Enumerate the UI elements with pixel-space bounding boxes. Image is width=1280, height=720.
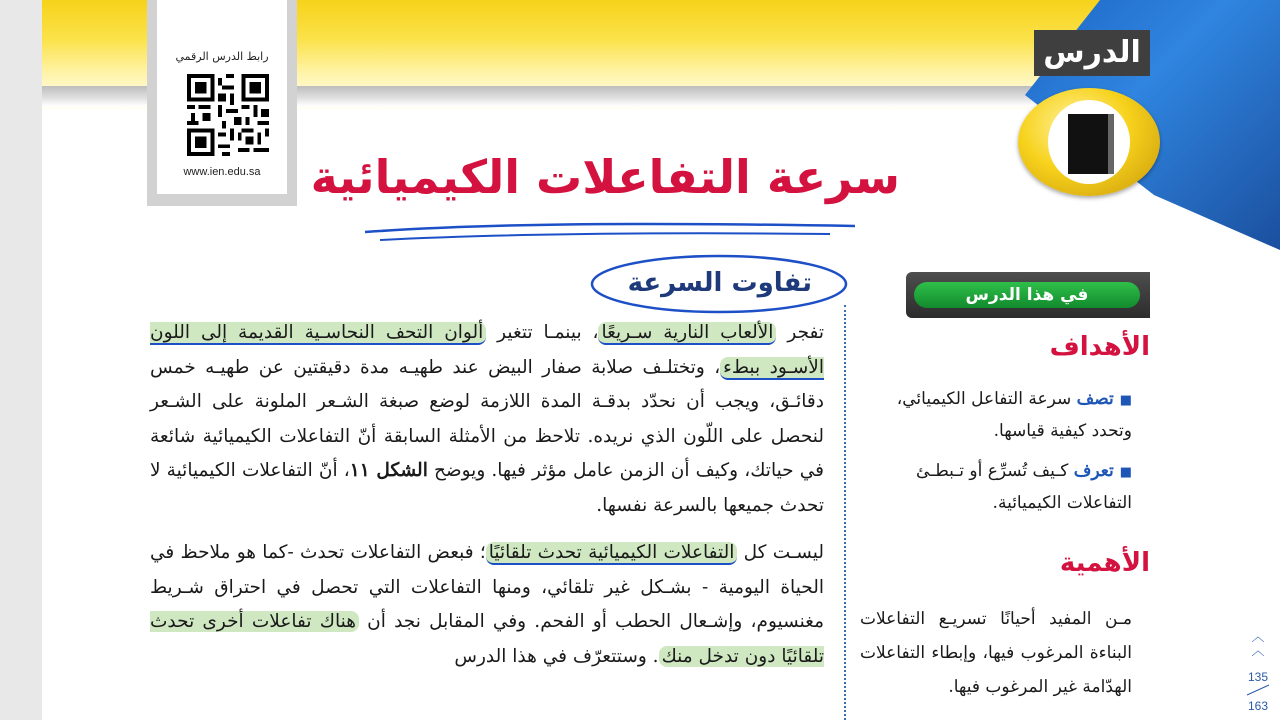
lesson-number-glyph (1068, 114, 1114, 174)
lesson-number-badge (1018, 88, 1160, 196)
objective-verb: تعرف (1073, 461, 1114, 481)
objective-verb: تصف (1076, 389, 1114, 409)
page-indicator (1238, 630, 1278, 713)
figure-reference: الشكل ١١ (349, 460, 428, 481)
objective-text: كـيف تُسرِّع أو تـبطـئ التفاعلات الكيميائية. (916, 461, 1132, 513)
text-run: تفجر (776, 322, 825, 343)
current-page: 135 (1247, 670, 1269, 684)
highlighted-text: التفاعلات الكيميائية تحدث تلقائيًا (486, 542, 738, 565)
in-this-lesson-banner (906, 272, 1150, 318)
column-divider (844, 305, 846, 720)
text-run: ، وتختلـف صلابة صفار البيض عند طهيـه مدة دقيقتين عن طهيـه خمس دقائـق، ويجب أن نحدّد بدقـة المدة اللازمة لوضع صبغة الشـعر الملونة على الشـعر لنحصل على اللّون الذي نريده. تلاحظ من الأمثلة السابقة أنّ التفاعلات الكيميائية شائعة في حياتك، وكيف أن الزمن عامل مؤثر فيها. ويوضح (150, 356, 824, 481)
qr-code-icon[interactable] (187, 74, 269, 156)
text-run: . وستتعرّف في هذا الدرس (454, 645, 659, 667)
text-run: ؛ فبعض التفاعلات تحدث -كما هو ملاحظ في الحياة اليومية - بشـكل غير تلقائي، ومنها التفاعلات التي تحصل في احتراق شـريط مغنسيوم، وإشـعال الحطب أو الفحم. وفي المقابل نجد أن (150, 542, 824, 632)
objectives-heading: الأهداف (1049, 332, 1150, 362)
square-bullet-icon: ■ (1119, 465, 1132, 480)
main-body (150, 316, 824, 687)
qr-url[interactable]: www.ien.edu.sa (183, 166, 261, 178)
qr-panel (147, 0, 297, 206)
importance-heading: الأهمية (1059, 548, 1150, 578)
importance-text: مـن المفيد أحيانًا تسريـع التفاعلات البناءة المرغوب فيها، وإبطاء التفاعلات الهدّامة غير المرغوب فيها. (860, 609, 1132, 697)
highlighted-text: هناك تفاعلات أخرى تحدث تلقائيًا دون تدخل منك (150, 611, 824, 667)
paragraph-1 (150, 316, 824, 523)
text-run: ، بينمـا تتغير (486, 322, 599, 343)
highlighted-text: الألعاب النارية سـريعًا (598, 322, 776, 345)
text-run: ، أنّ التفاعلات الكيميائية لا تحدث جميعها بالسرعة نفسها. (150, 460, 824, 516)
square-bullet-icon: ■ (1119, 393, 1132, 408)
objective-text: سرعة التفاعل الكيميائي، وتحدد كيفية قياسها. (896, 389, 1132, 441)
total-pages: 163 (1247, 699, 1269, 713)
paragraph-2 (150, 536, 824, 674)
page-title: سرعة التفاعلات الكيميائية (310, 150, 900, 204)
highlighted-text: ألوان التحف النحاسـية القديمة إلى اللون الأسـود ببطء (150, 322, 824, 378)
qr-panel-inner (157, 0, 287, 194)
left-margin-band (0, 0, 42, 720)
title-underline-annotation (360, 210, 860, 250)
objective-item (860, 384, 1132, 447)
chevron-up-icon[interactable]: ︿ ︿ (1251, 629, 1265, 658)
objective-item (860, 456, 1132, 519)
in-this-lesson-label: في هذا الدرس (914, 282, 1140, 308)
qr-caption: رابط الدرس الرقمي (175, 50, 269, 63)
section-heading: تفاوت السرعة (627, 268, 812, 298)
slash-icon (1243, 684, 1273, 696)
lesson-label: الدرس (1034, 30, 1150, 76)
text-run: ليسـت كل (737, 542, 825, 563)
